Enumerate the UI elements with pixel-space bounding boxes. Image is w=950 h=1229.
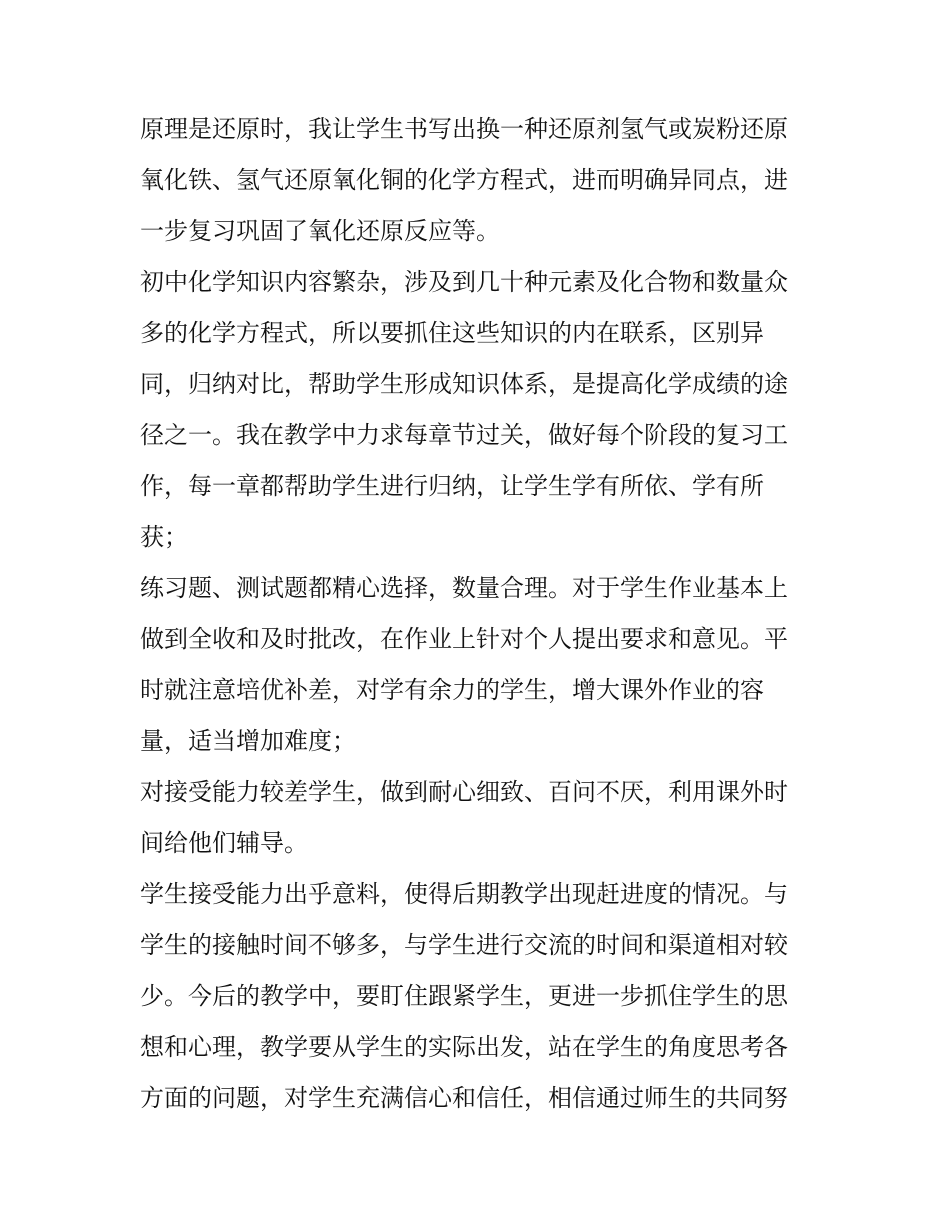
- text-line: 少。今后的教学中，要盯住跟紧学生，更进一步抓住学生的思: [140, 982, 788, 1010]
- text-line: 获；: [140, 523, 188, 551]
- text-line: 对接受能力较差学生，做到耐心细致、百问不厌，利用课外时: [140, 778, 788, 806]
- text-line: 想和心理，教学要从学生的实际出发，站在学生的角度思考各: [140, 1033, 788, 1061]
- text-line: 学生接受能力出乎意料，使得后期教学出现赶进度的情况。与: [140, 880, 788, 908]
- document-body-text: [140, 104, 820, 1124]
- text-line: 多的化学方程式，所以要抓住这些知识的内在联系，区别异: [140, 319, 764, 347]
- text-line: 一步复习巩固了氧化还原反应等。: [140, 217, 500, 245]
- text-line: 时就注意培优补差，对学有余力的学生，增大课外作业的容: [140, 676, 764, 704]
- text-line: 原理是还原时，我让学生书写出换一种还原剂氢气或炭粉还原: [140, 115, 788, 143]
- text-line: 做到全收和及时批改，在作业上针对个人提出要求和意见。平: [140, 625, 788, 653]
- text-line: 初中化学知识内容繁杂，涉及到几十种元素及化合物和数量众: [140, 268, 788, 296]
- text-line: 学生的接触时间不够多，与学生进行交流的时间和渠道相对较: [140, 931, 788, 959]
- text-line: 间给他们辅导。: [140, 829, 308, 857]
- text-line: 量，适当增加难度；: [140, 727, 356, 755]
- text-line: 练习题、测试题都精心选择，数量合理。对于学生作业基本上: [140, 574, 788, 602]
- text-line: 径之一。我在教学中力求每章节过关，做好每个阶段的复习工: [140, 421, 788, 449]
- text-line: 氧化铁、氢气还原氧化铜的化学方程式，进而明确异同点，进: [140, 166, 788, 194]
- text-line: 作，每一章都帮助学生进行归纳，让学生学有所依、学有所: [140, 472, 764, 500]
- text-line: 方面的问题，对学生充满信心和信任，相信通过师生的共同努: [140, 1084, 788, 1112]
- text-line: 同，归纳对比，帮助学生形成知识体系，是提高化学成绩的途: [140, 370, 788, 398]
